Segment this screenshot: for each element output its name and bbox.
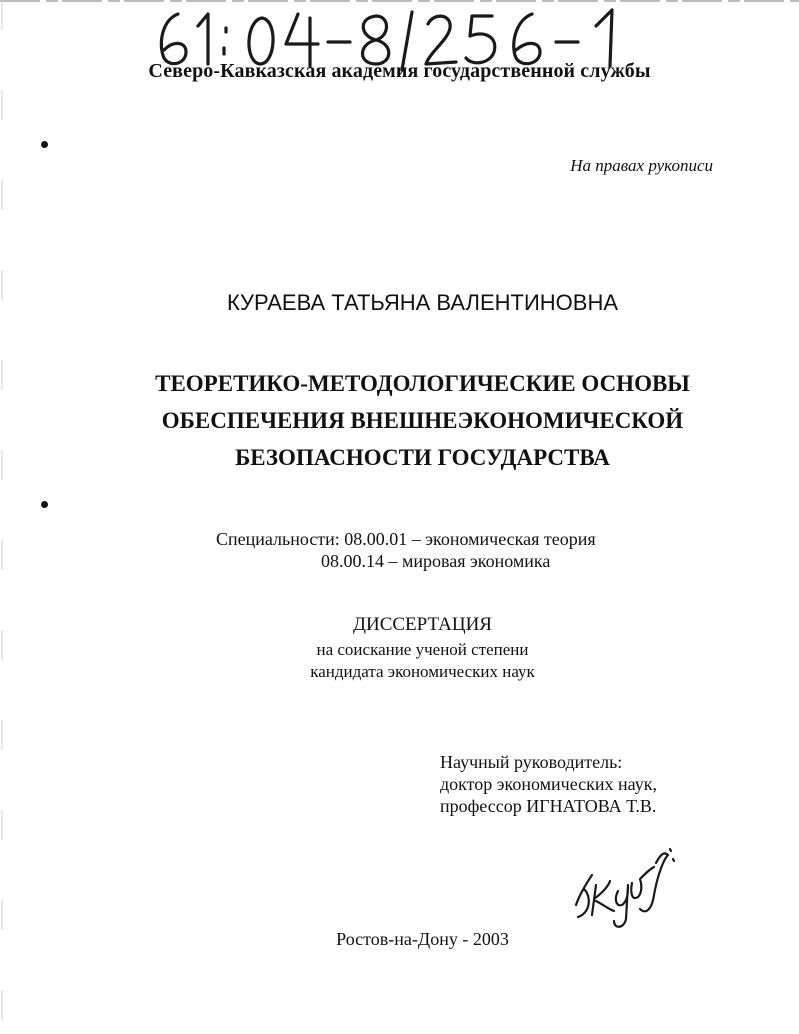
city-year: Ростов-на-Дону - 2003 [336, 929, 509, 949]
dissertation-heading: ДИССЕРТАЦИЯ [353, 614, 492, 635]
margin-dot [41, 141, 48, 148]
dissertation-title [0, 365, 799, 476]
supervisor-name: профессор ИГНАТОВА Т.В. [440, 796, 657, 816]
title-line: ТЕОРЕТИКО-МЕТОДОЛОГИЧЕСКИЕ ОСНОВЫ [155, 371, 690, 396]
supervisor-label: Научный руководитель: [440, 752, 623, 772]
specialty-line: Специальности: 08.00.01 – экономическая теория [216, 529, 596, 549]
scan-top-edge [0, 0, 799, 3]
specialty-line: 08.00.14 – мировая экономика [321, 551, 551, 571]
handwritten-signature [570, 835, 680, 935]
margin-dot [41, 501, 48, 508]
title-line: ОБЕСПЕЧЕНИЯ ВНЕШНЕЭКОНОМИЧЕСКОЙ [161, 408, 684, 433]
degree-line: кандидата экономических наук [310, 662, 535, 681]
degree-description [0, 639, 799, 683]
supervisor-degree: доктор экономических наук, [440, 774, 657, 794]
scan-left-edge [1, 0, 3, 1034]
degree-line: на соискание ученой степени [316, 640, 529, 659]
title-line: БЕЗОПАСНОСТИ ГОСУДАРСТВА [235, 445, 610, 470]
author-name: КУРАЕВА ТАТЬЯНА ВАЛЕНТИНОВНА [226, 290, 618, 315]
manuscript-note: На правах рукописи [570, 156, 713, 175]
supervisor-block [440, 751, 657, 817]
organization-name: Северо-Кавказская академия государственной службы [148, 60, 651, 82]
